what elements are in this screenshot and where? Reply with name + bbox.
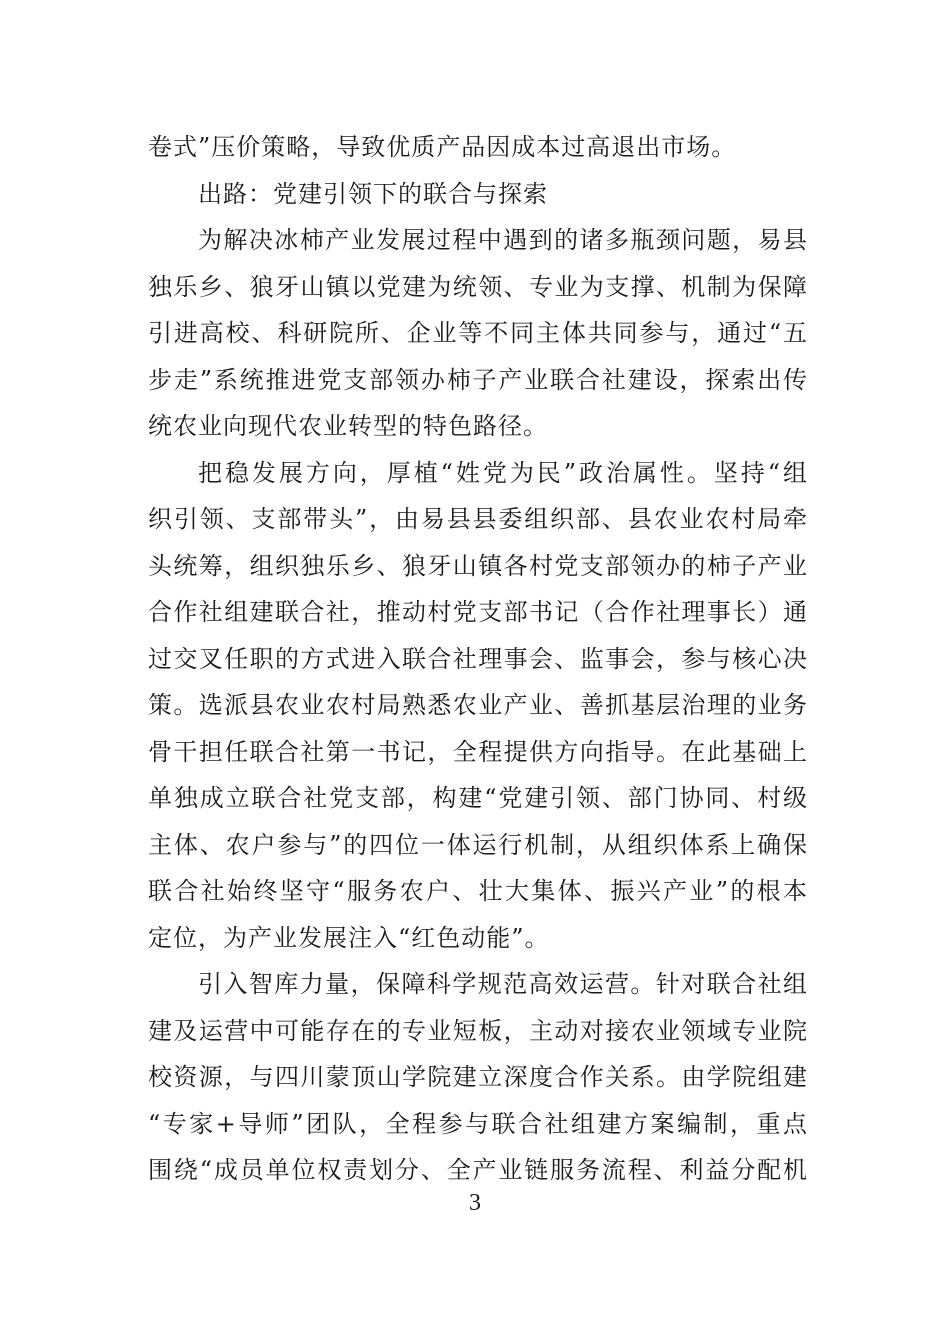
text-line: 定位，为产业发展注入“红色动能”。 [148,923,550,952]
text-line: 织引领、支部带头”，由易县县委组织部、县农业农村局牵 [148,505,808,533]
paragraph-lead-line: 把稳发展方向，厚植“姓党为民”政治属性。坚持“组 [198,458,808,487]
section-heading: 出路：党建引领下的联合与探索 [198,179,548,208]
text-line: 过交叉任职的方式进入联合社理事会、监事会，参与核心决 [148,644,808,673]
text-line: 统农业向现代农业转型的特色路径。 [148,412,548,440]
text-line: 引进高校、科研院所、企业等不同主体共同参与，通过“五 [148,319,808,347]
text-line: 建及运营中可能存在的专业短板，主动对接农业领域专业院 [148,1016,808,1045]
text-line: 骨干担任联合社第一书记，全程提供方向指导。在此基础上 [148,737,808,766]
text-line: 步走”系统推进党支部领办柿子产业联合社建设，探索出传 [148,365,808,394]
text-line: 单独成立联合社党支部，构建“党建引领、部门协同、村级 [148,784,808,812]
text-line: 校资源，与四川蒙顶山学院建立深度合作关系。由学院组建 [148,1063,808,1091]
text-line: 联合社始终坚守“服务农户、壮大集体、振兴产业”的根本 [148,877,808,905]
page-number: 3 [469,1190,481,1216]
text-line: “专家+导师”团队，全程参与联合社组建方案编制，重点 [148,1109,808,1138]
text-line: 围绕“成员单位权责划分、全产业链服务流程、利益分配机 [148,1156,808,1184]
document-body [148,124,808,1194]
text-line: 卷式”压价策略，导致优质产品因成本过高退出市场。 [148,133,737,161]
text-line: 主体、农户参与”的四位一体运行机制，从组织体系上确保 [148,830,808,859]
text-line: 为解决冰柿产业发展过程中遇到的诸多瓶颈问题，易县 [198,226,808,254]
paragraph-lead-line: 引入智库力量，保障科学规范高效运营。针对联合社组 [198,970,808,998]
text-line: 独乐乡、狼牙山镇以党建为统领、专业为支撑、机制为保障 [148,272,808,301]
text-line: 策。选派县农业农村局熟悉农业产业、善抓基层治理的业务 [148,691,808,719]
text-line: 头统筹，组织独乐乡、狼牙山镇各村党支部领办的柿子产业 [148,551,808,580]
text-line: 合作社组建联合社，推动村党支部书记（合作社理事长）通 [148,598,808,626]
